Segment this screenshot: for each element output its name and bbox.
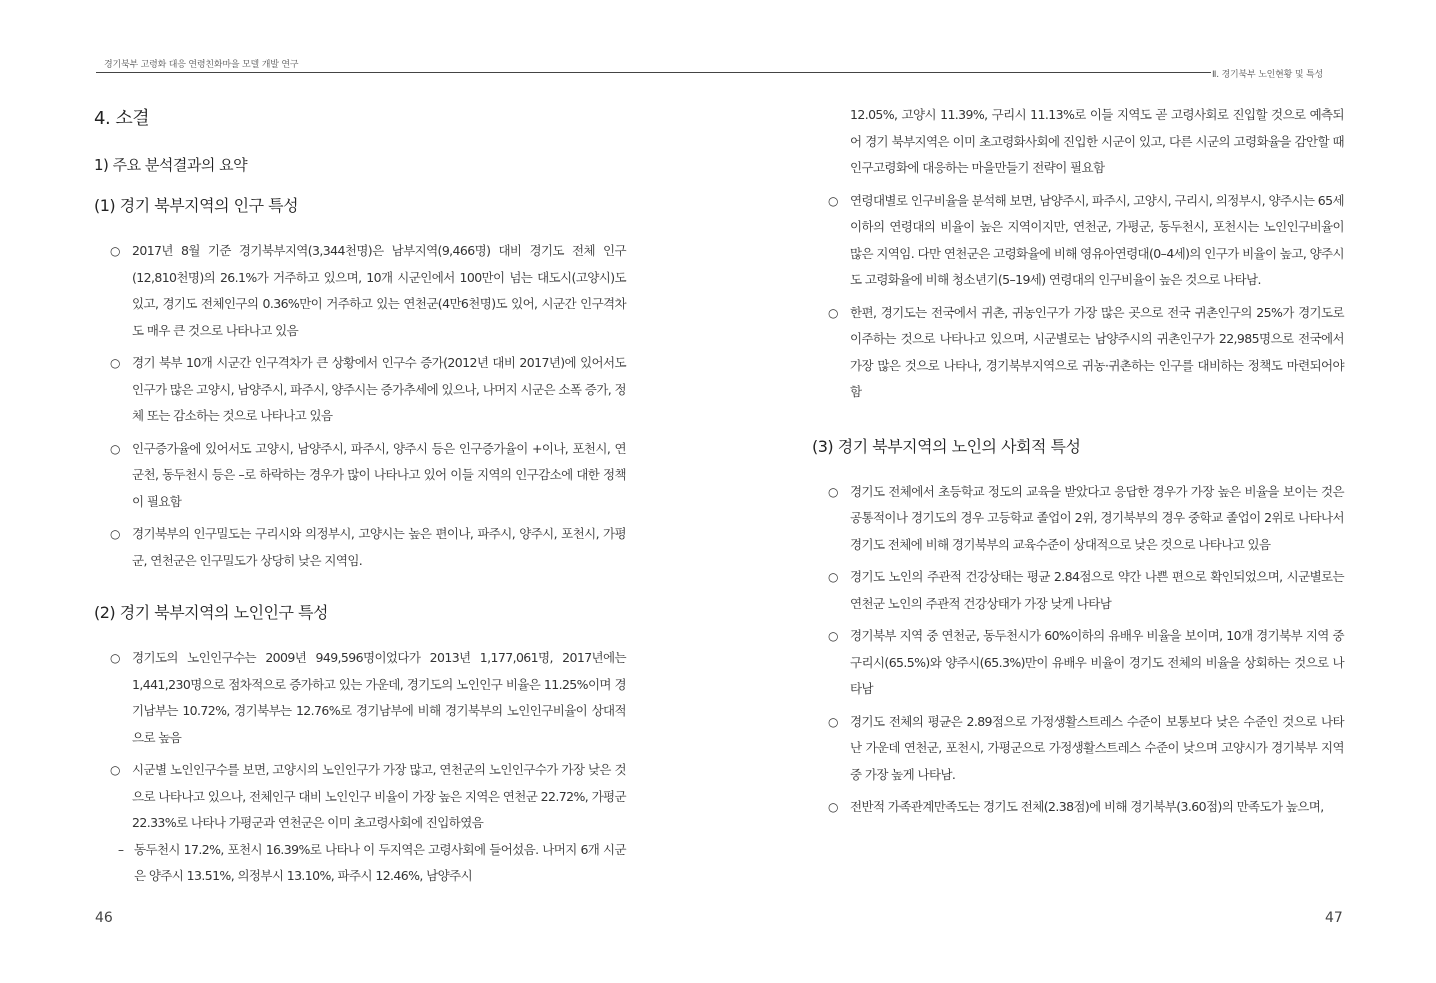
bullet-marker: ○ <box>828 629 838 643</box>
bullet-marker: ○ <box>828 570 838 584</box>
page-number-right: 47 <box>1325 910 1343 926</box>
bullet-marker: ○ <box>110 441 120 456</box>
bullet-marker: ○ <box>110 356 120 370</box>
list-item: ○ 2017년 8월 기준 경기북부지역(3,344천명)은 남부지역(9,466명) 대비 경기도 전체 인구(12,810천명)의 26.1%가 거주하고 있으며, 10개 시군인에서 100만이 넘는 대도시(고양시)도 있고, 경기도 전체인구의 0.36%만이 거주하고 있는 연천군(4만6천명)도 있어, 시군간 인구격차도 매우 큰 것으로 나타나고 있음 <box>94 238 626 344</box>
list-item: ○ 경기북부의 인구밀도는 구리시와 의정부시, 고양시는 높은 편이나, 파주시, 양주시, 포천시, 가평군, 연천군은 인구밀도가 상당히 낮은 지역임. <box>94 521 626 574</box>
bullet-marker: ○ <box>110 244 120 258</box>
bullet-marker: ○ <box>828 800 838 814</box>
list-item: ○ 경기도 노인의 주관적 건강상태는 평균 2.84점으로 약간 나쁜 편으로 확인되었으며, 시군별로는 연천군 노인의 주관적 건강상태가 가장 낮게 나타남 <box>812 564 1344 617</box>
list-item: ○ 경기도 전체의 평균은 2.89점으로 가정생활스트레스 수준이 보통보다 낮은 수준인 것으로 나타난 가운데 연천군, 포천시, 가평군으로 가정생활스트레스 수준이 낮으며 고양시가 경기북부 지역 중 가장 높게 나타남. <box>812 709 1344 789</box>
population-list <box>94 238 626 574</box>
bullet-marker: ○ <box>110 651 120 665</box>
running-header-right: Ⅱ. 경기북부 노인현황 및 특성 <box>1212 70 1323 80</box>
elderly-list <box>94 645 626 890</box>
bullet-marker: ○ <box>828 305 838 320</box>
bullet-marker: ○ <box>828 714 838 729</box>
bullet-marker: ○ <box>110 527 120 541</box>
running-header-left: 경기북부 고령화 대응 연령친화마을 모델 개발 연구 <box>104 60 299 70</box>
list-item: ○ 한편, 경기도는 전국에서 귀촌, 귀농인구가 가장 많은 곳으로 전국 귀촌인구의 25%가 경기도로 이주하는 것으로 나타나고 있으며, 시군별로는 남양주시의 귀촌인구가 22,985명으로 전국에서 가장 많은 것으로 나타나, 경기북부지역으로 귀농·귀촌하는 인구를 대비하는 정책도 마련되어야 함 <box>812 300 1344 406</box>
list-item: ○ 경기북부 지역 중 연천군, 동두천시가 60%이하의 유배우 비율을 보이며, 10개 경기북부 지역 중 구리시(65.5%)와 양주시(65.3%)만이 유배우 비율이 경기도 전체의 비율을 상회하는 것으로 나타남 <box>812 623 1344 703</box>
dash-item: – 동두천시 17.2%, 포천시 16.39%로 나타나 이 두지역은 고령사회에 들어섰음. 나머지 6개 시군은 양주시 13.51%, 의정부시 13.10%, 파주시 12.46%, 남양주시 <box>94 837 626 890</box>
topic-heading-social: (3) 경기 북부지역의 노인의 사회적 특성 <box>812 436 1081 456</box>
age-list <box>812 188 1344 406</box>
list-item: ○ 시군별 노인인구수를 보면, 고양시의 노인인구가 가장 많고, 연천군의 노인인구수가 가장 낮은 것으로 나타나고 있으나, 전체인구 대비 노인인구 비율이 가장 높은 지역은 연천군 22.72%, 가평군 22.33%로 나타나 가평군과 연천군은 이미 초고령사회에 진입하였음 <box>94 757 626 837</box>
topic-heading-population: (1) 경기 북부지역의 인구 특성 <box>94 196 299 215</box>
left-page-column <box>94 104 626 890</box>
section-heading: 4. 소결 <box>94 108 150 129</box>
list-item: ○ 전반적 가족관계만족도는 경기도 전체(2.38점)에 비해 경기북부(3.60점)의 만족도가 높으며, <box>812 794 1344 821</box>
bullet-marker: ○ <box>110 763 120 777</box>
bullet-marker: ○ <box>828 193 838 208</box>
social-list <box>812 479 1344 821</box>
list-item: ○ 경기 북부 10개 시군간 인구격차가 큰 상황에서 인구수 증가(2012년 대비 2017년)에 있어서도 인구가 많은 고양시, 남양주시, 파주시, 양주시는 증가추세에 있으나, 나머지 시군은 소폭 증가, 정체 또는 감소하는 것으로 나타나고 있음 <box>94 350 626 430</box>
bullet-marker: ○ <box>828 484 838 499</box>
page-number-left: 46 <box>95 910 113 926</box>
list-item: ○ 인구증가율에 있어서도 고양시, 남양주시, 파주시, 양주시 등은 인구증가율이 +이나, 포천시, 연군천, 동두천시 등은 –로 하락하는 경우가 많이 나타나고 있어 이들 지역의 인구감소에 대한 정책이 필요함 <box>94 436 626 516</box>
topic-heading-elderly: (2) 경기 북부지역의 노인인구 특성 <box>94 603 328 622</box>
list-item: ○ 연령대별로 인구비율을 분석해 보면, 남양주시, 파주시, 고양시, 구리시, 의정부시, 양주시는 65세 이하의 연령대의 비율이 높은 지역이지만, 연천군, 가평군, 동두천시, 포천시는 노인인구비율이 많은 지역임. 다만 연천군은 고령화율에 비해 영유아연령대(0–4세)의 인구가 비율이 높고, 양주시도 고령화율에 비해 청소년기(5–19세) 연령대의 인구비율이 높은 것으로 나타남. <box>812 188 1344 294</box>
subsection-heading: 1) 주요 분석결과의 요약 <box>94 156 248 174</box>
list-item: ○ 경기도 전체에서 초등학교 정도의 교육을 받았다고 응답한 경우가 가장 높은 비율을 보이는 것은 공통적이나 경기도의 경우 고등학교 졸업이 2위, 경기북부의 경우 중학교 졸업이 2위로 나타나서 경기도 전체에 비해 경기북부의 교육수준이 상대적으로 낮은 것으로 나타나고 있음 <box>812 479 1344 559</box>
right-page-column <box>812 102 1344 821</box>
header-rule <box>96 72 1211 73</box>
dash-marker: – <box>118 842 124 857</box>
list-item: ○ 경기도의 노인인구수는 2009년 949,596명이었다가 2013년 1,177,061명, 2017년에는 1,441,230명으로 점차적으로 증가하고 있는 가운데, 경기도의 노인인구 비율은 11.25%이며 경기남부는 10.72%, 경기북부는 12.76%로 경기남부에 비해 경기북부의 노인인구비율이 상대적으로 높음 <box>94 645 626 751</box>
continued-paragraph: 12.05%, 고양시 11.39%, 구리시 11.13%로 이들 지역도 곧 고령사회로 진입할 것으로 예측되어 경기 북부지역은 이미 초고령화사회에 진입한 시군이 있고, 다른 시군의 고령화율을 감안할 때 인구고령화에 대응하는 마을만들기 전략이 필요함 <box>850 107 1344 175</box>
